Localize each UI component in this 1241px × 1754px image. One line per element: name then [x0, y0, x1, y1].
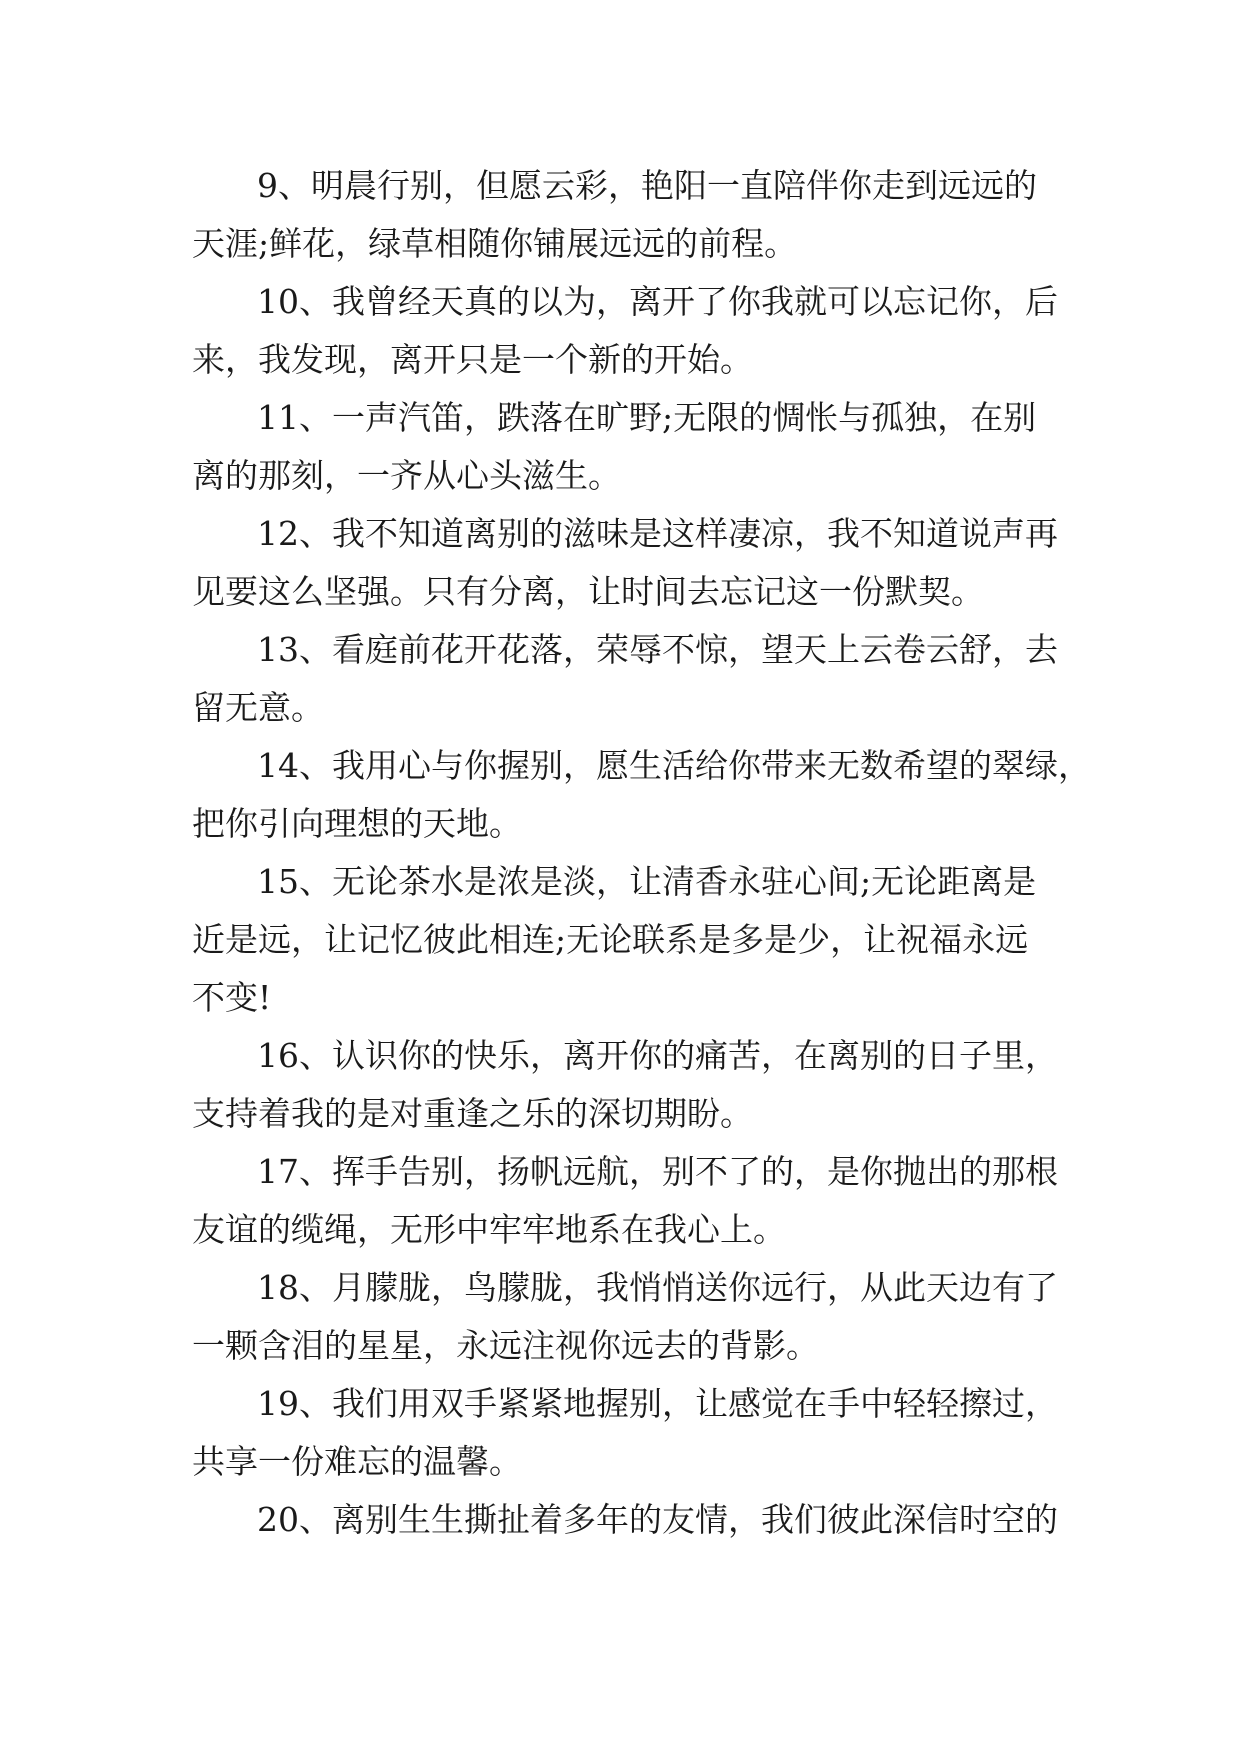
paragraph-11-line-2: 离的那刻，一齐从心头滋生。 — [192, 456, 621, 495]
paragraph-14-line-1: 14、我用心与你握别，愿生活给你带来无数希望的翠绿， — [257, 746, 1091, 785]
paragraph-17-line-2: 友谊的缆绳，无形中牢牢地系在我心上。 — [192, 1210, 786, 1249]
paragraph-19-line-1: 19、我们用双手紧紧地握别，让感觉在手中轻轻擦过， — [257, 1384, 1058, 1423]
paragraph-9-line-1: 9、明晨行别，但愿云彩，艳阳一直陪伴你走到远远的 — [257, 166, 1037, 205]
paragraph-18-line-1: 18、月朦胧，鸟朦胧，我悄悄送你远行，从此天边有了 — [257, 1268, 1058, 1307]
paragraph-16-line-2: 支持着我的是对重逢之乐的深切期盼。 — [192, 1094, 753, 1133]
paragraph-13-line-1: 13、看庭前花开花落，荣辱不惊，望天上云卷云舒，去 — [257, 630, 1058, 669]
paragraph-10-line-2: 来，我发现，离开只是一个新的开始。 — [192, 340, 753, 379]
paragraph-11-line-1: 11、一声汽笛，跌落在旷野;无限的惆怅与孤独，在别 — [257, 398, 1037, 437]
paragraph-10-line-1: 10、我曾经天真的以为，离开了你我就可以忘记你，后 — [257, 282, 1058, 321]
paragraph-9-line-2: 天涯;鲜花，绿草相随你铺展远远的前程。 — [192, 224, 798, 263]
paragraph-18-line-2: 一颗含泪的星星，永远注视你远去的背影。 — [192, 1326, 819, 1365]
paragraph-19-line-2: 共享一份难忘的温馨。 — [192, 1442, 522, 1481]
paragraph-15-line-1: 15、无论茶水是浓是淡，让清香永驻心间;无论距离是 — [257, 862, 1037, 901]
paragraph-16-line-1: 16、认识你的快乐，离开你的痛苦，在离别的日子里， — [257, 1036, 1058, 1075]
paragraph-13-line-2: 留无意。 — [192, 688, 324, 727]
paragraph-15-line-3: 不变! — [192, 978, 272, 1017]
paragraph-14-line-2: 把你引向理想的天地。 — [192, 804, 522, 843]
paragraph-12-line-1: 12、我不知道离别的滋味是这样凄凉，我不知道说声再 — [257, 514, 1058, 553]
paragraph-12-line-2: 见要这么坚强。只有分离，让时间去忘记这一份默契。 — [192, 572, 984, 611]
paragraph-15-line-2: 近是远，让记忆彼此相连;无论联系是多是少，让祝福永远 — [192, 920, 1029, 959]
paragraph-17-line-1: 17、挥手告别，扬帆远航，别不了的，是你抛出的那根 — [257, 1152, 1058, 1191]
paragraph-20-line-1: 20、离别生生撕扯着多年的友情，我们彼此深信时空的 — [257, 1500, 1058, 1539]
